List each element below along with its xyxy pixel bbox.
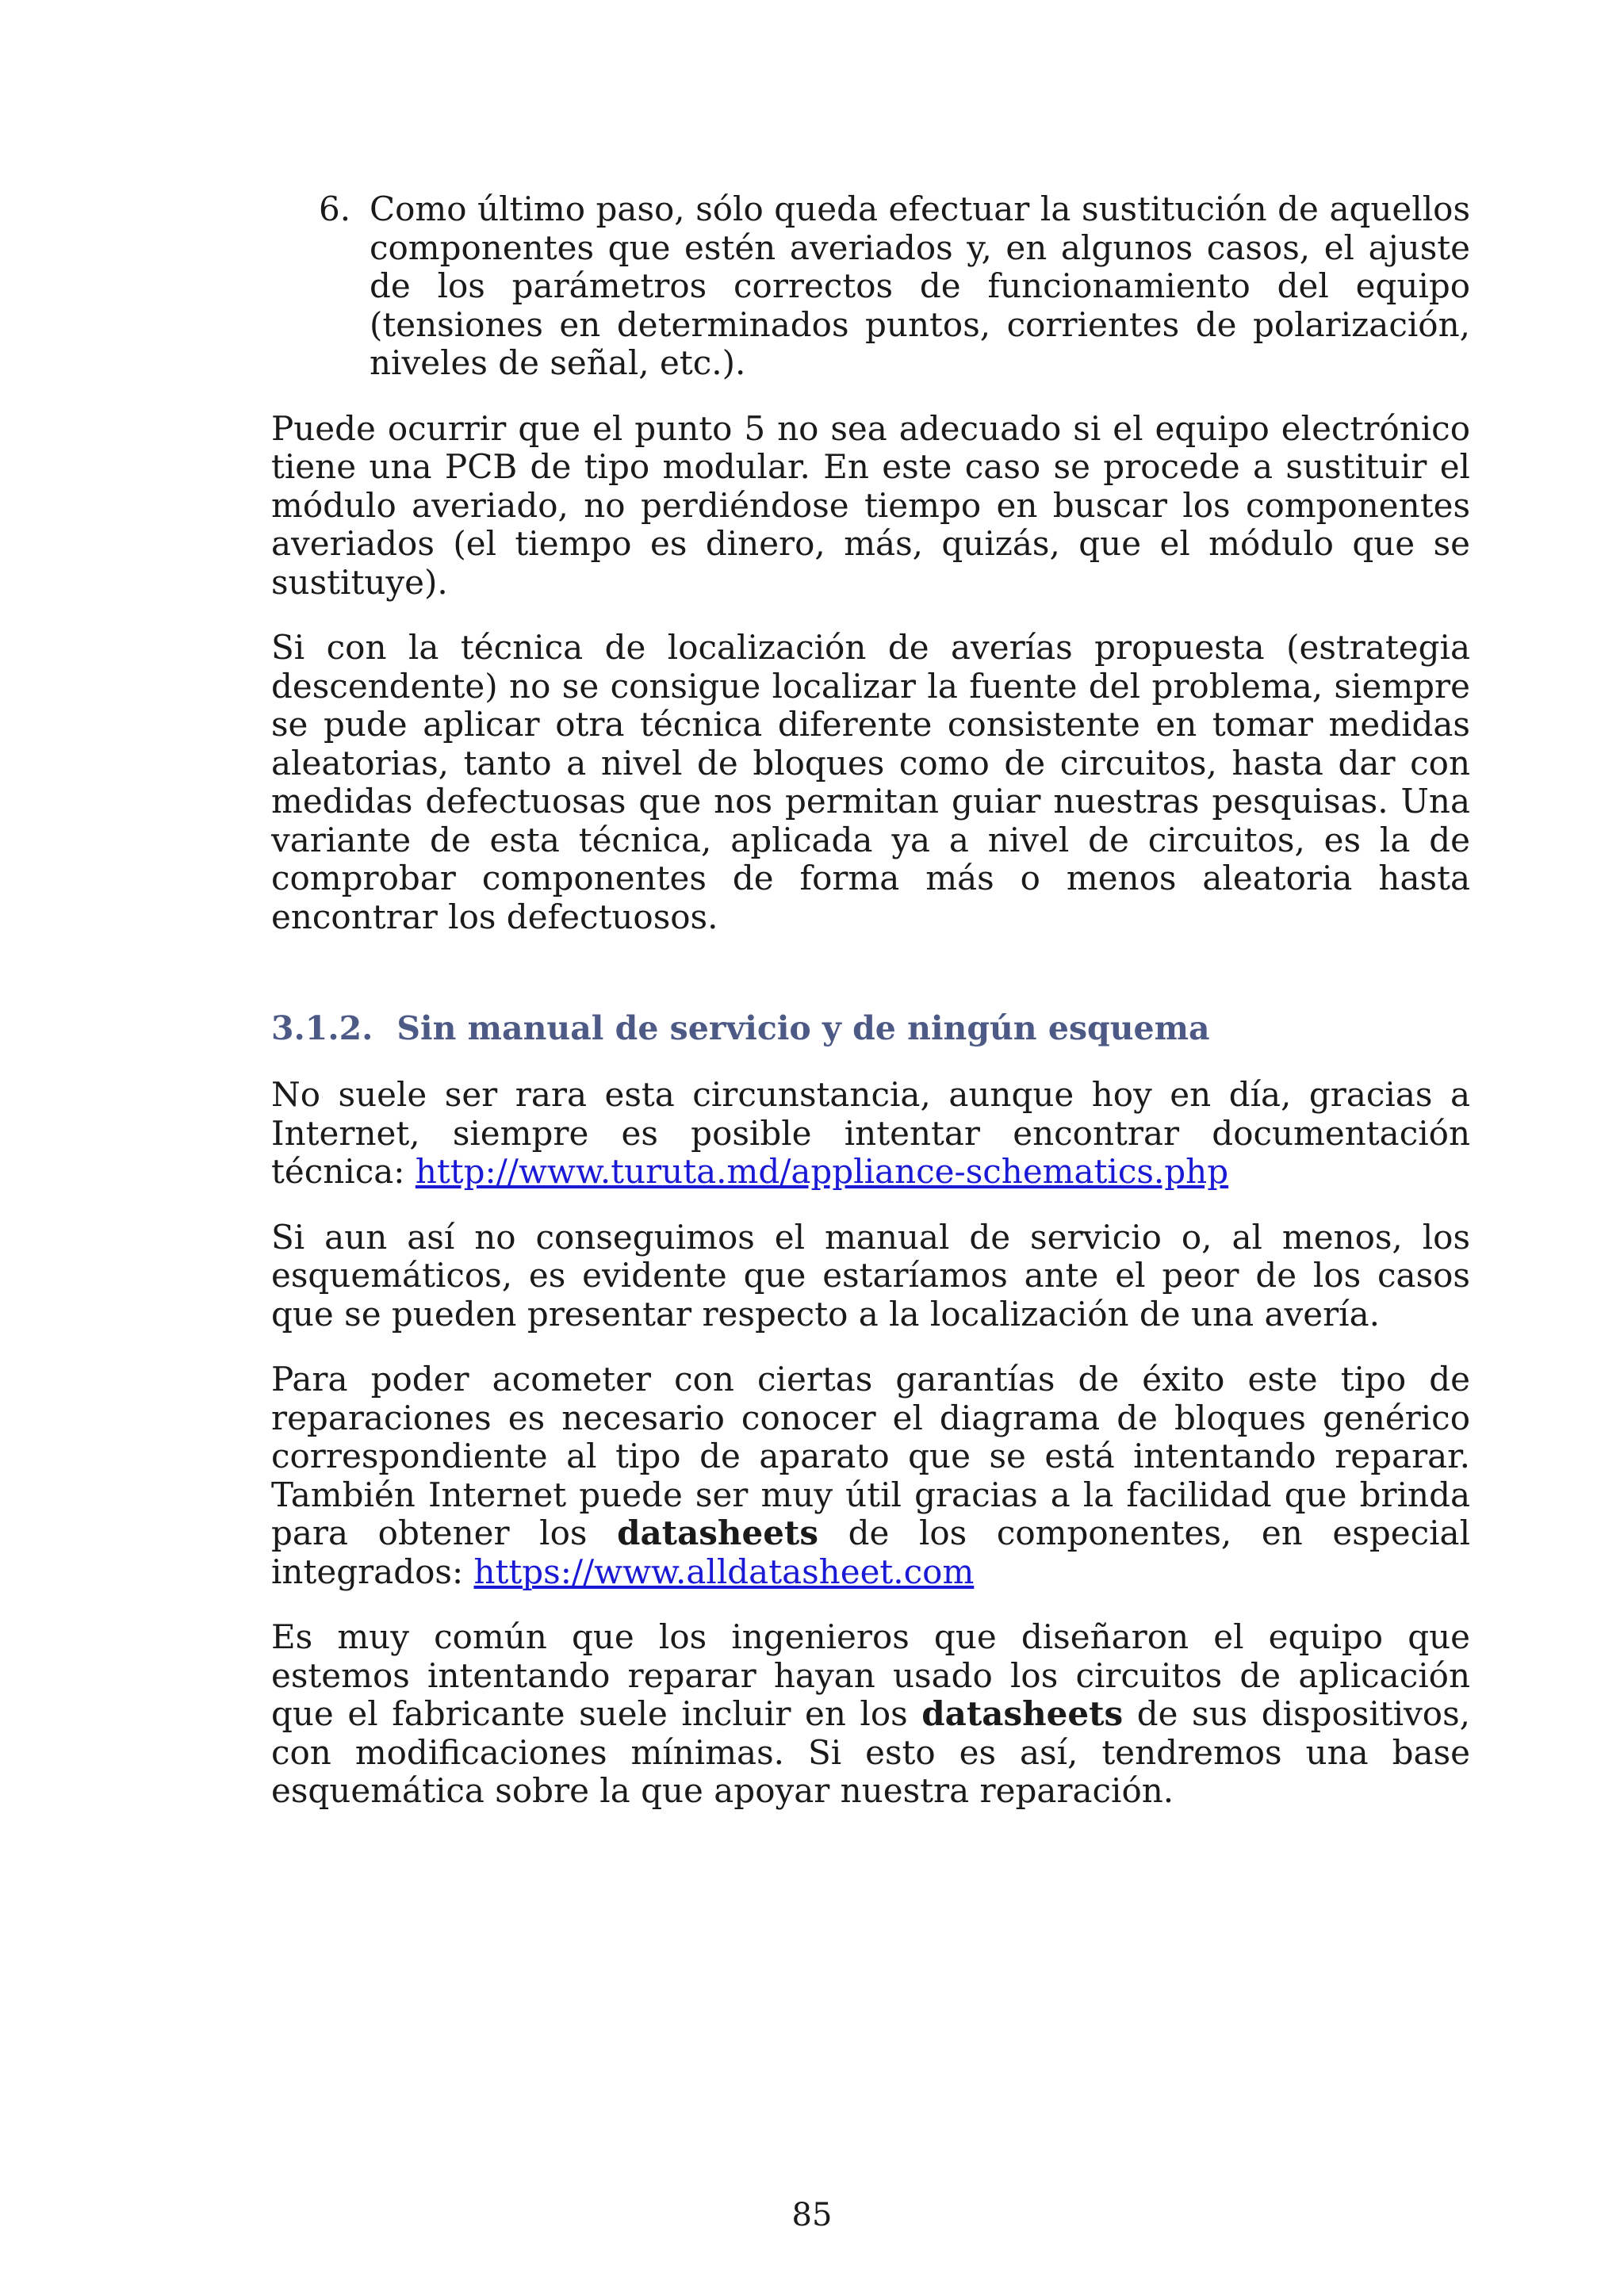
list-item-number: 6.: [319, 189, 351, 228]
page-number: 85: [791, 2197, 833, 2233]
paragraph-text: No suele ser rara esta circunstancia, aunque hoy en día, gracias a Internet, siempre es posible intentar encontrar documentación técnica:: [271, 1075, 1470, 1191]
bold-term-datasheets: datasheets: [921, 1694, 1124, 1733]
page-content: [271, 190, 1470, 1838]
paragraph-internet-documentation: [271, 1076, 1470, 1192]
paragraph-block-diagram: [271, 1360, 1470, 1591]
paragraph-text: de los componentes, en especial integrados:: [271, 1513, 1470, 1591]
paragraph-text: Para poder acometer con ciertas garantías de éxito este tipo de reparaciones es necesario conocer el diagrama de bloques genérico correspondiente al tipo de aparato que se está intentando reparar. También Internet puede ser muy útil gracias a la facilidad que brinda para obtener los: [271, 1360, 1470, 1552]
section-title: Sin manual de servicio y de ningún esquema: [396, 1009, 1210, 1047]
schematics-link[interactable]: http://www.turuta.md/appliance-schematics.php: [415, 1152, 1229, 1191]
paragraph-no-manual: Si aun así no conseguimos el manual de servicio o, al menos, los esquemáticos, es evidente que estaríamos ante el peor de los casos que se pueden presentar respecto a la localización de una avería.: [271, 1217, 1470, 1334]
list-item-6: [271, 190, 1470, 383]
paragraph-random-measurements: Si con la técnica de localización de averías propuesta (estrategia descendente) no se consigue localizar la fuente del problema, siempre se pude aplicar otra técnica diferente consistente en tomar medidas aleatorias, tanto a nivel de bloques como de circuitos, hasta dar con medidas defectuosas que nos permitan guiar nuestras pesquisas. Una variante de esta técnica, aplicada ya a nivel de circuitos, es la de comprobar componentes de forma más o menos aleatoria hasta encontrar los defectuosos.: [271, 628, 1470, 936]
paragraph-modular-pcb: Puede ocurrir que el punto 5 no sea adecuado si el equipo electrónico tiene una PCB de tipo modular. En este caso se procede a sustituir el módulo averiado, no perdiéndose tiempo en buscar los componentes averiados (el tiempo es dinero, más, quizás, que el módulo que se sustituye).: [271, 408, 1470, 602]
bold-term-datasheets: datasheets: [617, 1513, 818, 1552]
list-item-text: Como último paso, sólo queda efectuar la sustitución de aquellos componentes que estén averiados y, en algunos casos, el ajuste de los parámetros correctos de funcionamiento del equipo (tensiones en determinados puntos, corrientes de polarización, niveles de señal, etc.).: [370, 189, 1470, 382]
paragraph-text: Es muy común que los ingenieros que diseñaron el equipo que estemos intentando reparar hayan usado los circuitos de aplicación que el fabricante suele incluir en los: [271, 1617, 1470, 1733]
paragraph-text: de sus dispositivos, con modificaciones mínimas. Si esto es así, tendremos una base esquemática sobre la que apoyar nuestra reparación.: [271, 1694, 1471, 1810]
alldatasheet-link[interactable]: https://www.alldatasheet.com: [473, 1552, 975, 1591]
paragraph-application-circuits: [271, 1618, 1470, 1811]
section-heading: [271, 1009, 1470, 1047]
section-number: 3.1.2.: [271, 1009, 373, 1047]
